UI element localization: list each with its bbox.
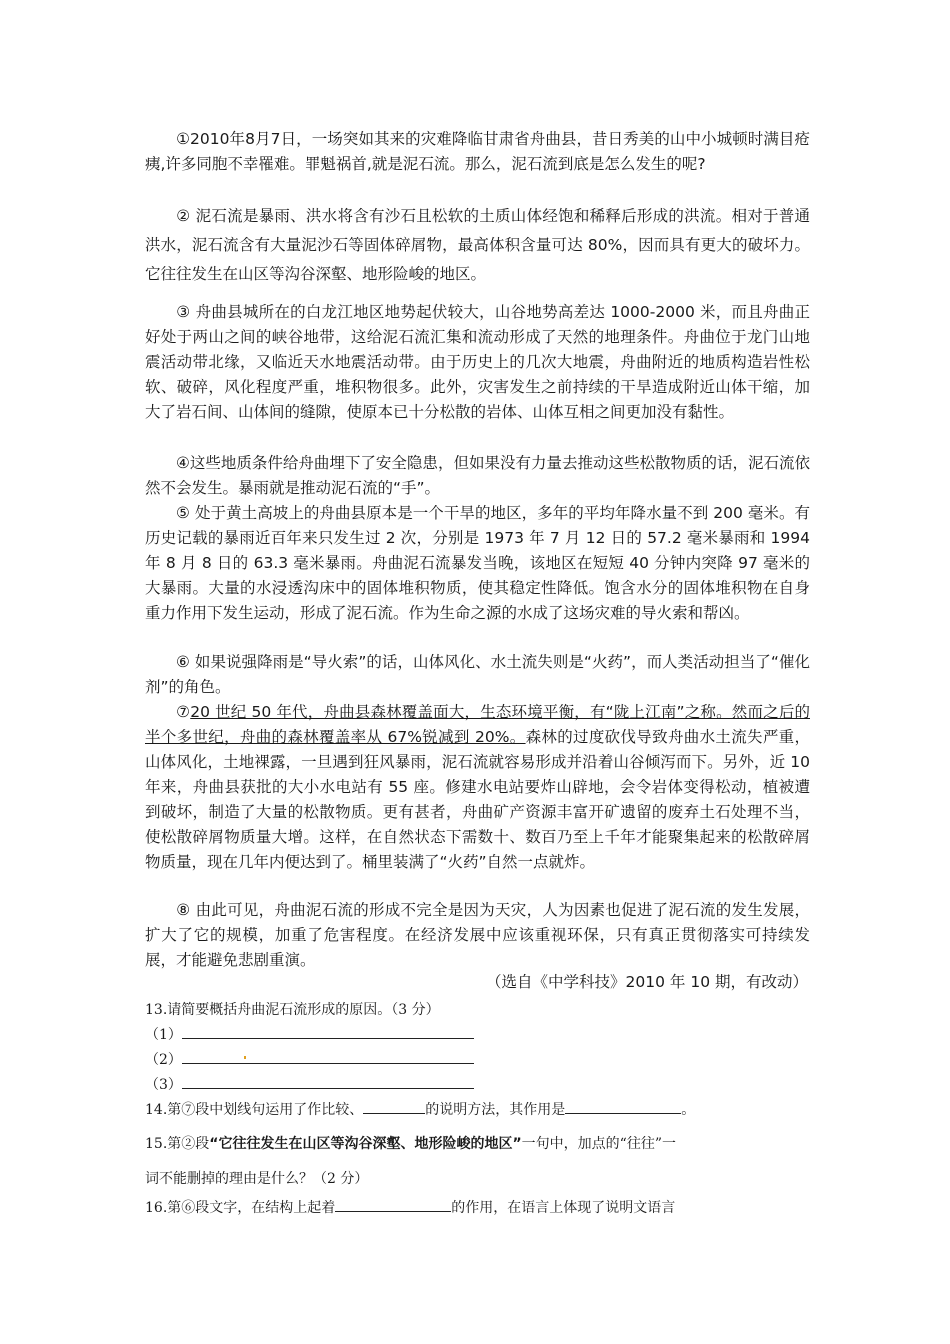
underlined-sentence: 20 世纪 50 年代，舟曲县森林覆盖面大，生态环境平衡，有“陇上江南”之称。然而之后的半个多世纪，舟曲的森林覆盖率从 67%锐减到 20%。 (145, 703, 810, 746)
answer-blank-16[interactable] (335, 1197, 451, 1212)
paragraph-2-text: ② 泥石流是暴雨、洪水将含有沙石且松软的土质山体经饱和稀释后形成的洪流。相对于普通洪水，泥石流含有大量泥沙石等固体碎屑物，最高体积含量可达 80%，因而具有更大的破坏力。它往往发生在山区等沟谷深壑、地形险峻的地区。 (145, 207, 810, 283)
paragraph-4 (145, 451, 810, 501)
question-13: 13.请简要概括舟曲泥石流形成的原因。（3 分） (145, 1002, 440, 1018)
paragraph-5-text: ⑤ 处于黄土高坡上的舟曲县原本是一个干旱的地区，多年的平均年降水量不到 200 毫米。有历史记载的暴雨近百年来只发生过 2 次，分别是 1973 年 7 月 12 日的 57.2 毫米暴雨和 1994 年 8 月 8 日的 63.3 毫米暴雨。舟曲泥石流暴发当晚，该地区在短短 40 分钟内突降 97 毫米的大暴雨。大量的水浸透沟床中的固体堆积物质，使其稳定性降低。饱含水分的固体堆积物在自身重力作用下发生运动，形成了泥石流。作为生命之源的水成了这场灾难的导火索和帮凶。 (145, 504, 810, 622)
stray-mark (244, 1056, 246, 1059)
paragraph-1-text: ①2010年8月7日，一场突如其来的灾难降临甘肃省舟曲县，昔日秀美的山中小城顿时满目疮痍,许多同胞不幸罹难。罪魁祸首,就是泥石流。那么，泥石流到底是怎么发生的呢? (145, 130, 810, 173)
paragraph-4-text: ④这些地质条件给舟曲埋下了安全隐患，但如果没有力量去推动这些松散物质的话，泥石流依然不会发生。暴雨就是推动泥石流的“手”。 (145, 454, 810, 497)
answer-blank-3[interactable] (182, 1074, 474, 1089)
paragraph-8 (145, 898, 810, 973)
question-15-text-c: 一句中，加点的“往往”一 (521, 1136, 676, 1152)
question-14-text-b: 的说明方法，其作用是 (425, 1102, 566, 1118)
answer-blank-1[interactable] (182, 1024, 474, 1039)
question-16 (145, 1197, 675, 1217)
question-15-line-1 (145, 1133, 676, 1153)
paragraph-3 (145, 300, 810, 425)
question-13-line-2 (145, 1049, 474, 1069)
paragraph-1 (145, 127, 810, 177)
paragraph-7-text: 森林的过度砍伐导致舟曲水土流失严重，山体风化，土地裸露，一旦遇到狂风暴雨，泥石流就容易形成并沿着山谷倾泻而下。另外，近 10 年来，舟曲县获批的大小水电站有 55 座。修建水电站要炸山辟地，会令岩体变得松动，植被遭到破坏，制造了大量的松散物质。更有甚者，舟曲矿产资源丰富开矿遗留的废弃土石处理不当，使松散碎屑物质量大增。这样，在自然状态下需数十、数百乃至上千年才能聚集起来的松散碎屑物质量，现在几年内便达到了。桶里装满了“火药”自然一点就炸。 (145, 728, 810, 871)
answer-blank-2[interactable] (182, 1049, 474, 1064)
paragraph-7 (145, 700, 810, 875)
question-14 (145, 1099, 695, 1119)
question-13-line-1 (145, 1024, 474, 1044)
paragraph-2 (145, 202, 810, 289)
answer-blank-14b[interactable] (565, 1099, 681, 1114)
answer-blank-14a[interactable] (363, 1099, 425, 1114)
question-14-text-a: 14.第⑦段中划线句运用了作比较、 (145, 1102, 364, 1118)
source-citation: （选自《中学科技》2010 年 10 期，有改动） (486, 973, 808, 991)
question-16-text-b: 的作用，在语言上体现了说明文语言 (451, 1200, 676, 1216)
paragraph-6 (145, 650, 810, 700)
paragraph-5 (145, 501, 810, 626)
question-15-text-a: 15.第②段 (145, 1136, 210, 1152)
question-15-line-2: 词不能删掉的理由是什么？（2 分） (145, 1171, 369, 1187)
paragraph-3-text: ③ 舟曲县城所在的白龙江地区地势起伏较大，山谷地势高差达 1000-2000 米，而且舟曲正好处于两山之间的峡谷地带，这给泥石流汇集和流动形成了天然的地理条件。舟曲位于龙门山地震活动带北缘，又临近天水地震活动带。由于历史上的几次大地震，舟曲附近的地质构造岩性松软、破碎，风化程度严重，堆积物很多。此外，灾害发生之前持续的干旱造成附近山体干缩，加大了岩石间、山体间的缝隙，使原本已十分松散的岩体、山体互相之间更加没有黏性。 (145, 303, 810, 421)
question-16-text-a: 16.第⑥段文字，在结构上起着 (145, 1200, 336, 1216)
question-15-quote: “它往往发生在山区等沟谷深壑、地形险峻的地区” (209, 1136, 522, 1152)
answer-label-3: （3） (145, 1077, 182, 1093)
paragraph-8-text: ⑧ 由此可见，舟曲泥石流的形成不完全是因为天灾，人为因素也促进了泥石流的发生发展，扩大了它的规模，加重了危害程度。在经济发展中应该重视环保，只有真正贯彻落实可持续发展，才能避免悲剧重演。 (145, 901, 810, 969)
paragraph-6-text: ⑥ 如果说强降雨是“导火索”的话，山体风化、水土流失则是“火药”，而人类活动担当了“催化剂”的角色。 (145, 653, 810, 696)
answer-label-2: （2） (145, 1052, 182, 1068)
paragraph-7-number: ⑦ (176, 703, 191, 721)
answer-label-1: （1） (145, 1027, 182, 1043)
question-13-line-3 (145, 1074, 474, 1094)
question-14-text-c: 。 (681, 1102, 696, 1118)
